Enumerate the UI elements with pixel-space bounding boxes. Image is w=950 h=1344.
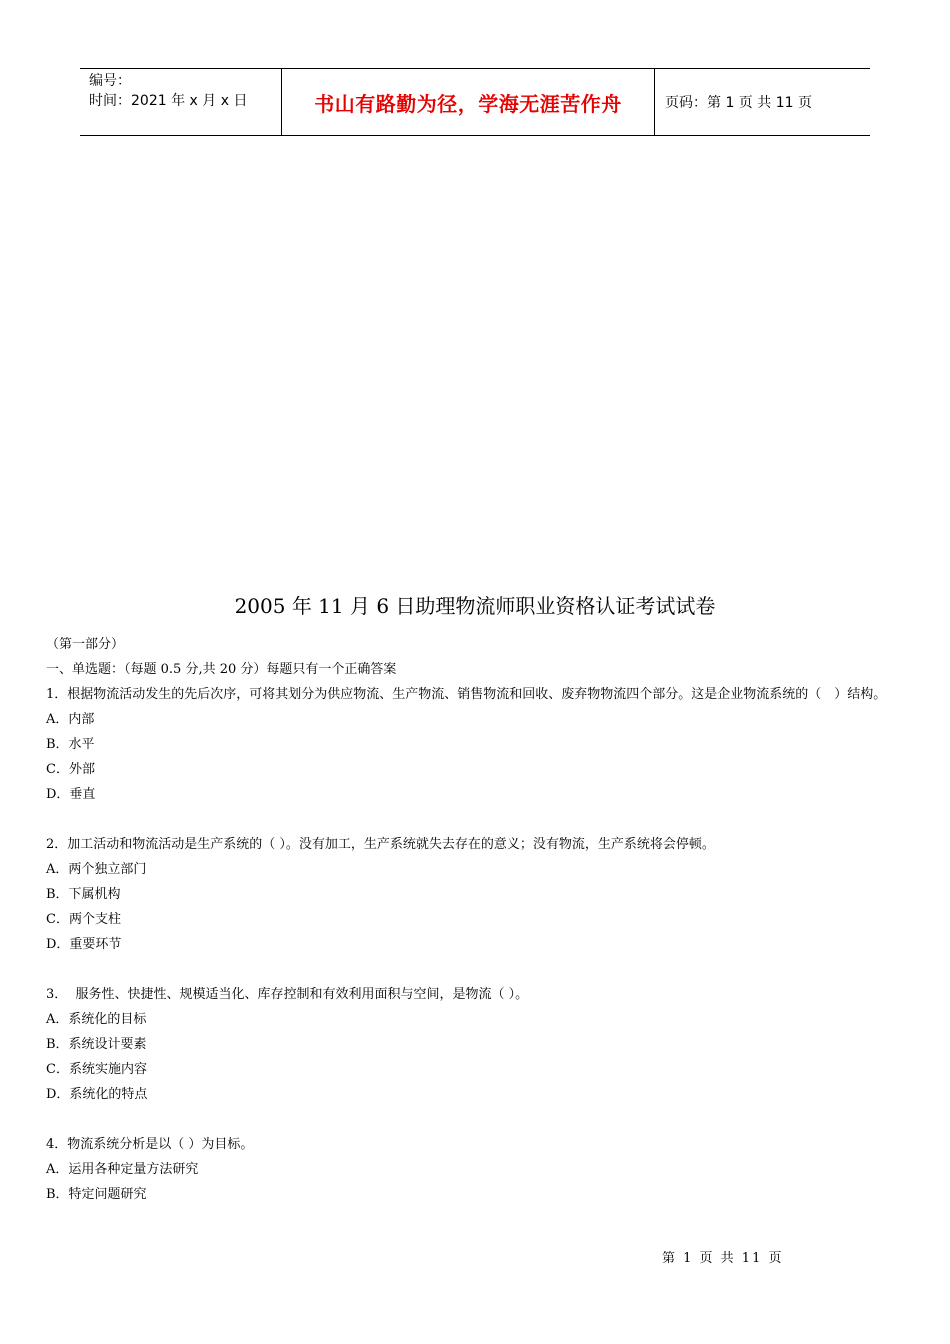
header-table [80, 68, 870, 136]
header-meta-cell [80, 69, 281, 135]
motto-cell [281, 69, 655, 135]
option-a: A．内部 [46, 712, 95, 727]
spacer [46, 807, 908, 832]
page-info-text: 页码：第 1 页 共 11 页 [665, 95, 812, 111]
question-text: 3． 服务性、快捷性、规模适当化、库存控制和有效利用面积与空间，是物流（ ）。 [46, 987, 529, 1002]
option-d: D．系统化的特点 [46, 1087, 148, 1102]
option-b: B．水平 [46, 737, 95, 752]
question-3 [46, 982, 908, 1107]
part-label: （第一部分） [46, 637, 125, 652]
question-1 [46, 682, 908, 807]
question-text: 1．根据物流活动发生的先后次序，可将其划分为供应物流、生产物流、销售物流和回收、废弃物物流四个部分。这是企业物流系统的（ ）结构。 [46, 687, 887, 702]
option-d: D．垂直 [46, 787, 96, 802]
option-a: A．系统化的目标 [46, 1012, 147, 1027]
question-4 [46, 1132, 908, 1207]
question-text: 4．物流系统分析是以（ ）为目标。 [46, 1137, 254, 1152]
page-footer: 第 1 页 共 11 页 [662, 1251, 784, 1266]
option-b: B．特定问题研究 [46, 1187, 147, 1202]
section-heading: 一、单选题：（每题 0.5 分,共 20 分）每题只有一个正确答案 [46, 662, 397, 677]
option-c: C．两个支柱 [46, 912, 121, 927]
option-b: B．下属机构 [46, 887, 121, 902]
option-d: D．重要环节 [46, 937, 122, 952]
option-c: C．外部 [46, 762, 95, 777]
motto-text: 书山有路勤为径，学海无涯苦作舟 [314, 91, 622, 116]
time-label: 时间：2021 年 x 月 x 日 [89, 93, 248, 109]
number-label: 编号： [89, 73, 131, 89]
option-b: B．系统设计要素 [46, 1037, 147, 1052]
question-2 [46, 832, 908, 957]
spacer [46, 957, 908, 982]
page-info-cell [655, 69, 870, 135]
option-a: A．两个独立部门 [46, 862, 147, 877]
option-a: A．运用各种定量方法研究 [46, 1162, 199, 1177]
spacer [46, 1107, 908, 1132]
document-title: 2005 年 11 月 6 日助理物流师职业资格认证考试试卷 [234, 594, 716, 618]
option-c: C．系统实施内容 [46, 1062, 147, 1077]
document-body [46, 632, 908, 1207]
question-text: 2．加工活动和物流活动是生产系统的（ ）。没有加工，生产系统就失去存在的意义；没有物流，生产系统将会停顿。 [46, 837, 715, 852]
